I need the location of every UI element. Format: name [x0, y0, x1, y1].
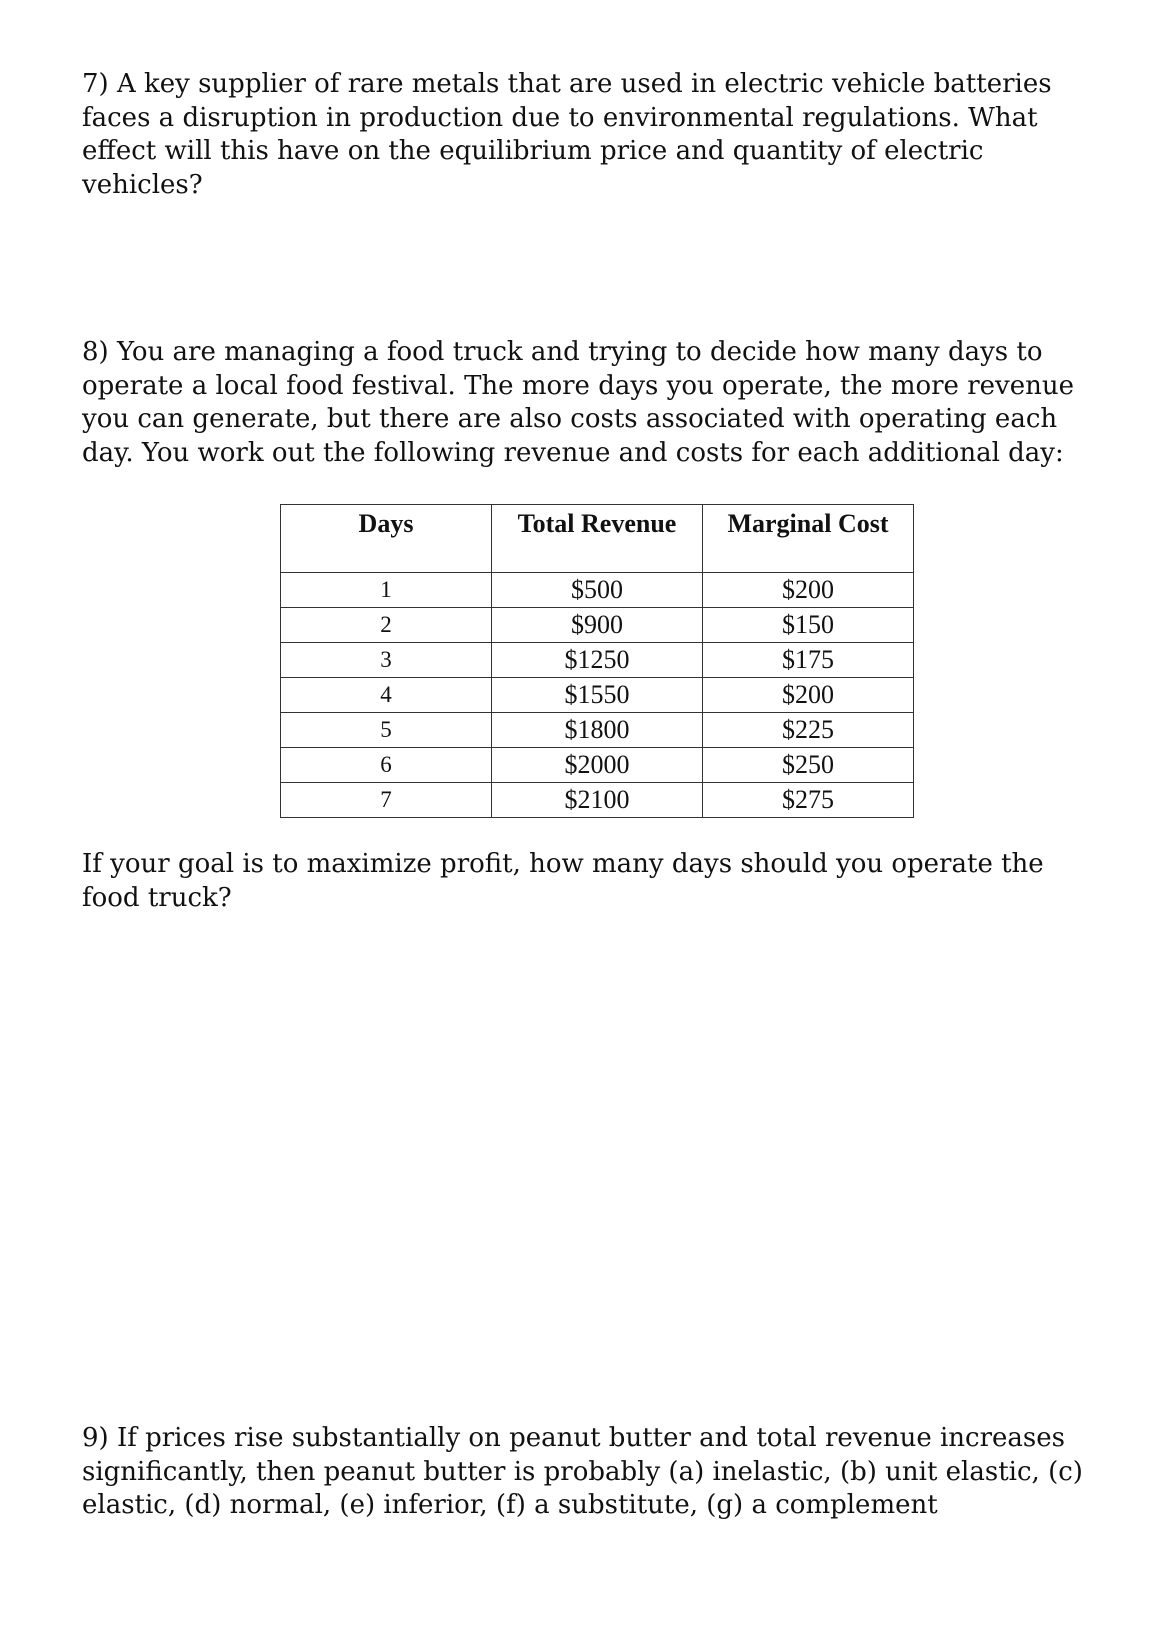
marginal-cost-cell: $200: [703, 678, 914, 713]
total-revenue-cell: $1250: [492, 643, 703, 678]
header-total-revenue: Total Revenue: [492, 505, 703, 573]
days-cell: 6: [281, 748, 492, 783]
marginal-cost-cell: $250: [703, 748, 914, 783]
question-7-text: 7) A key supplier of rare metals that are used in electric vehicle batteries faces a disruption in production due to environmental regulations. What effect will this have on the equilibrium price and quantity of electric vehicles?: [82, 69, 1052, 200]
days-cell: 3: [281, 643, 492, 678]
marginal-cost-cell: $150: [703, 608, 914, 643]
table-row: [281, 678, 914, 713]
days-cell: 5: [281, 713, 492, 748]
question-9-text: 9) If prices rise substantially on peanut butter and total revenue increases significantly, then peanut butter is probably (a) inelastic, (b) unit elastic, (c) elastic, (d) normal, (e) inferior, (f) a substitute, (g) a complement: [82, 1423, 1083, 1520]
header-marginal-cost: Marginal Cost: [703, 505, 914, 573]
table-row: [281, 643, 914, 678]
header-days: Days: [281, 505, 492, 573]
question-8-followup-text: If your goal is to maximize profit, how many days should you operate the food truck?: [82, 849, 1044, 913]
total-revenue-cell: $1550: [492, 678, 703, 713]
days-cell: 2: [281, 608, 492, 643]
marginal-cost-cell: $225: [703, 713, 914, 748]
total-revenue-cell: $2000: [492, 748, 703, 783]
days-cell: 4: [281, 678, 492, 713]
table-header-row: [281, 505, 914, 573]
revenue-cost-table: [280, 504, 914, 818]
table-row: [281, 783, 914, 818]
total-revenue-cell: $1800: [492, 713, 703, 748]
table-row: [281, 713, 914, 748]
marginal-cost-cell: $275: [703, 783, 914, 818]
days-cell: 7: [281, 783, 492, 818]
table-row: [281, 573, 914, 608]
table-row: [281, 608, 914, 643]
question-8-text: 8) You are managing a food truck and trying to decide how many days to operate a local food festival. The more days you operate, the more revenue you can generate, but there are also costs associated with operating each day. You work out the following revenue and costs for each additional day:: [82, 337, 1074, 468]
marginal-cost-cell: $200: [703, 573, 914, 608]
total-revenue-cell: $900: [492, 608, 703, 643]
total-revenue-cell: $2100: [492, 783, 703, 818]
days-cell: 1: [281, 573, 492, 608]
total-revenue-cell: $500: [492, 573, 703, 608]
marginal-cost-cell: $175: [703, 643, 914, 678]
table-row: [281, 748, 914, 783]
